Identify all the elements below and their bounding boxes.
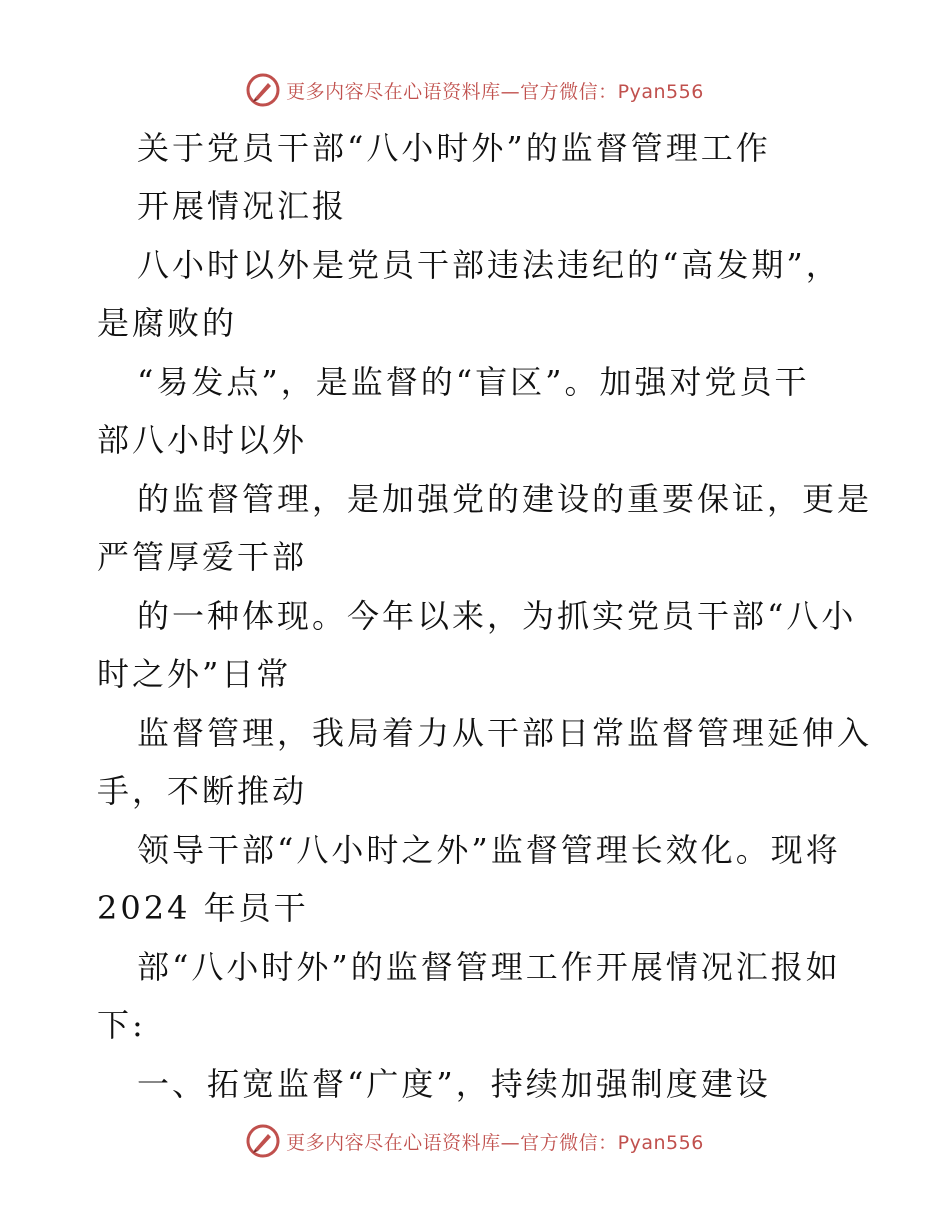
paragraph-line: 严管厚爱干部 [97,538,308,576]
document-title-line-2: 开展情况汇报 [137,187,348,225]
paragraph-line: 的一种体现。今年以来，为抓实党员干部“八小 [137,597,857,635]
paragraph-line: 部八小时以外 [97,421,308,459]
paragraph-line: 手，不断推动 [97,772,308,810]
paragraph-line: 部“八小时外”的监督管理工作开展情况汇报如 [137,948,841,986]
watermark-text: 更多内容尽在心语资料库—官方微信：Pyan556 [286,1131,704,1154]
paragraph-line: 的监督管理，是加强党的建设的重要保证，更是 [137,480,873,518]
paragraph-line: 时之外”日常 [97,655,292,693]
footer-watermark [0,1121,950,1161]
paragraph-line: 下: [97,1006,146,1044]
paragraph-line: 2024 年员干 [97,889,309,927]
paragraph-line: 监督管理，我局着力从干部日常监督管理延伸入 [137,714,873,752]
paragraph-line: 八小时以外是党员干部违法违纪的“高发期”， [137,246,841,284]
paragraph-line: 是腐败的 [97,304,238,342]
pen-logo-icon [246,1124,280,1158]
watermark-text: 更多内容尽在心语资料库—官方微信：Pyan556 [286,80,704,103]
paragraph-line: 领导干部“八小时之外”监督管理长效化。现将 [137,831,841,869]
paragraph-line: “易发点”，是监督的“盲区”。加强对党员干 [137,363,810,401]
section-heading: 一、拓宽监督“广度”，持续加强制度建设 [137,1065,771,1103]
document-title-line-1: 关于党员干部“八小时外”的监督管理工作 [137,129,771,167]
